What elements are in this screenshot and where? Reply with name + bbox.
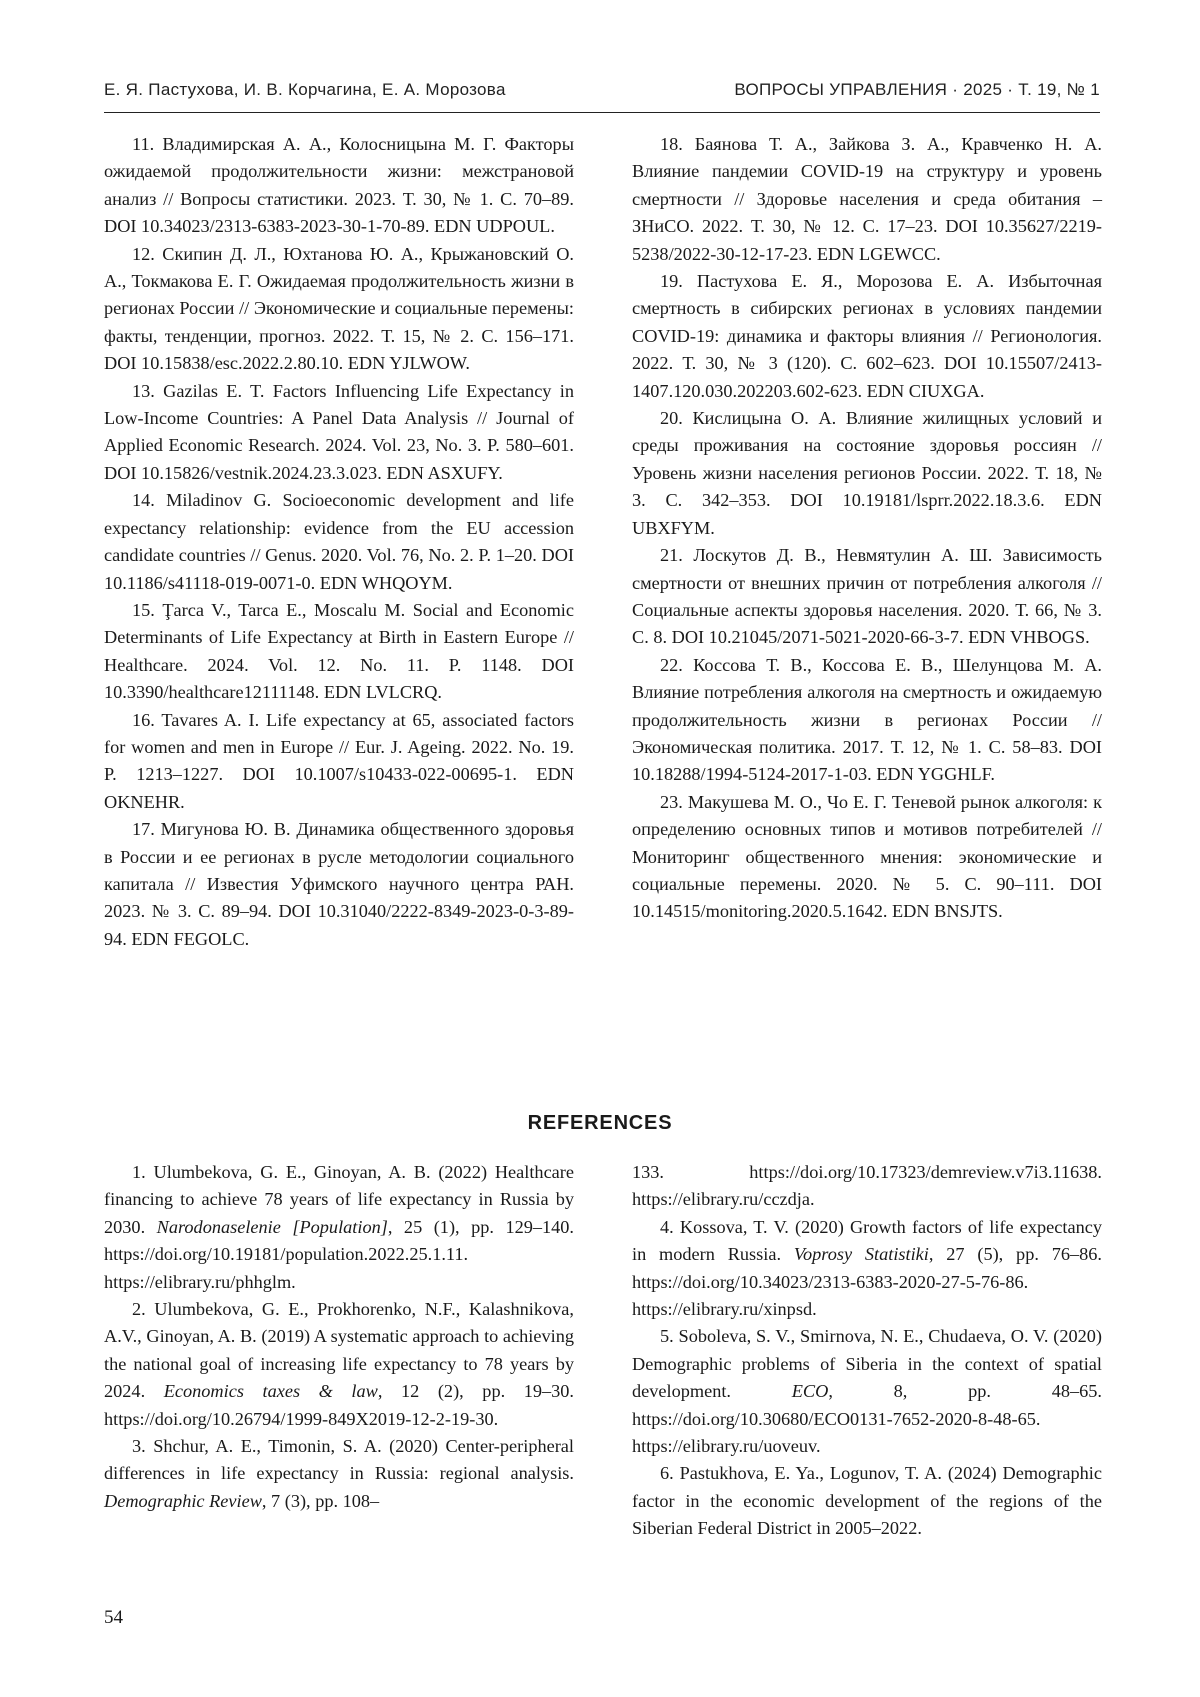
header-authors: Е. Я. Пастухова, И. В. Корчагина, Е. А. Морозова <box>104 80 506 100</box>
references-left-column <box>104 1159 574 1515</box>
english-reference-1: 1. Ulumbekova, G. E., Ginoyan, A. B. (2022) Healthcare financing to achieve 78 years of life expectancy in Russia by 2030. Narodonaselenie [Population], 25 (1), pp. 129–140. https://doi.org/10.19181/population.2022.25.1.11. https://elibrary.ru/phhglm. <box>104 1159 574 1296</box>
reference-20: 20. Кислицына О. А. Влияние жилищных условий и среды проживания на состояние здоровья россиян // Уровень жизни населения регионов России. 2022. Т. 18, № 3. С. 342–353. DOI 10.19181/lsprr.2022.18.3.6. EDN UBXFYM. <box>632 405 1102 542</box>
english-reference-4: 4. Kossova, T. V. (2020) Growth factors of life expectancy in modern Russia. Voprosy Statistiki, 27 (5), pp. 76–86. https://doi.org/10.34023/2313-6383-2020-27-5-76-86. https://elibrary.ru/xinpsd. <box>632 1214 1102 1324</box>
references-heading: REFERENCES <box>0 1112 1200 1135</box>
header-divider <box>104 112 1100 113</box>
header-journal: ВОПРОСЫ УПРАВЛЕНИЯ · 2025 · Т. 19, № 1 <box>734 80 1100 100</box>
reference-22: 22. Коссова Т. В., Коссова Е. В., Шелунцова М. А. Влияние потребления алкоголя на смертность и ожидаемую продолжительность жизни в регионах России // Экономическая политика. 2017. Т. 12, № 1. С. 58–83. DOI 10.18288/1994-5124-2017-1-03. EDN YGGHLF. <box>632 652 1102 789</box>
reference-16: 16. Tavares A. I. Life expectancy at 65, associated factors for women and men in Europe // Eur. J. Ageing. 2022. No. 19. P. 1213–1227. DOI 10.1007/s10433-022-00695-1. EDN OKNEHR. <box>104 707 574 817</box>
reference-17: 17. Мигунова Ю. В. Динамика общественного здоровья в России и ее регионах в русле методологии социального капитала // Известия Уфимского научного центра РАН. 2023. № 3. С. 89–94. DOI 10.31040/2222-8349-2023-0-3-89-94. EDN FEGOLC. <box>104 816 574 953</box>
reference-12: 12. Скипин Д. Л., Юхтанова Ю. А., Крыжановский О. А., Токмакова Е. Г. Ожидаемая продолжительность жизни в регионах России // Экономические и социальные перемены: факты, тенденции, прогноз. 2022. Т. 15, № 2. С. 156–171. DOI 10.15838/esc.2022.2.80.10. EDN YJLWOW. <box>104 241 574 378</box>
running-header <box>104 80 1100 108</box>
reference-11: 11. Владимирская А. А., Колосницына М. Г. Факторы ожидаемой продолжительности жизни: межстрановой анализ // Вопросы статистики. 2023. Т. 30, № 1. С. 70–89. DOI 10.34023/2313-6383-2023-30-1-70-89. EDN UDPOUL. <box>104 131 574 241</box>
reference-18: 18. Баянова Т. А., Зайкова З. А., Кравченко Н. А. Влияние пандемии COVID-19 на структуру и уровень смертности // Здоровье населения и среда обитания – ЗНиСО. 2022. Т. 30, № 12. С. 17–23. DOI 10.35627/2219-5238/2022-30-12-17-23. EDN LGEWCC. <box>632 131 1102 268</box>
english-reference-5: 5. Soboleva, S. V., Smirnova, N. E., Chudaeva, O. V. (2020) Demographic problems of Siberia in the context of spatial development. ECO, 8, pp. 48–65. https://doi.org/10.30680/ECO0131-7652-2020-8-48-65. https://elibrary.ru/uoveuv. <box>632 1323 1102 1460</box>
reference-14: 14. Miladinov G. Socioeconomic development and life expectancy relationship: evidence from the EU accession candidate countries // Genus. 2020. Vol. 76, No. 2. P. 1–20. DOI 10.1186/s41118-019-0071-0. EDN WHQOYM. <box>104 487 574 597</box>
reference-19: 19. Пастухова Е. Я., Морозова Е. А. Избыточная смертность в сибирских регионах в условиях пандемии COVID-19: динамика и факторы влияния // Регионология. 2022. Т. 30, № 3 (120). С. 602–623. DOI 10.15507/2413-1407.120.030.202203.602-623. EDN CIUXGA. <box>632 268 1102 405</box>
journal-title: Economics taxes & law <box>164 1381 378 1401</box>
bibliography-left-column <box>104 131 574 953</box>
journal-title: ECO <box>792 1381 829 1401</box>
journal-title: Narodonaselenie [Population] <box>157 1217 388 1237</box>
english-reference-3: 3. Shchur, A. E., Timonin, S. A. (2020) Center-peripheral differences in life expectancy in Russia: regional analysis. Demographic Review, 7 (3), pp. 108– <box>104 1433 574 1515</box>
reference-23: 23. Макушева М. О., Чо Е. Г. Теневой рынок алкоголя: к определению основных типов и мотивов потребителей // Мониторинг общественного мнения: экономические и социальные перемены. 2020. № 5. С. 90–111. DOI 10.14515/monitoring.2020.5.1642. EDN BNSJTS. <box>632 789 1102 926</box>
bibliography-right-column <box>632 131 1102 926</box>
journal-title: Demographic Review <box>104 1491 262 1511</box>
reference-15: 15. Ţarca V., Tarca E., Moscalu M. Social and Economic Determinants of Life Expectancy at Birth in Eastern Europe // Healthcare. 2024. Vol. 12. No. 11. P. 1148. DOI 10.3390/healthcare12111148. EDN LVLCRQ. <box>104 597 574 707</box>
english-reference-2: 2. Ulumbekova, G. E., Prokhorenko, N.F., Kalashnikova, A.V., Ginoyan, A. B. (2019) A systematic approach to achieving the national goal of increasing life expectancy to 78 years by 2024. Economics taxes & law, 12 (2), pp. 19–30. https://doi.org/10.26794/1999-849X2019-12-2-19-30. <box>104 1296 574 1433</box>
reference-21: 21. Лоскутов Д. В., Невмятулин А. Ш. Зависимость смертности от внешних причин от потребления алкоголя // Социальные аспекты здоровья населения. 2020. Т. 66, № 3. С. 8. DOI 10.21045/2071-5021-2020-66-3-7. EDN VHBOGS. <box>632 542 1102 652</box>
english-reference-3-continued: 133. https://doi.org/10.17323/demreview.v7i3.11638. https://elibrary.ru/cczdja. <box>632 1159 1102 1214</box>
journal-title: Voprosy Statistiki <box>794 1244 929 1264</box>
english-reference-6: 6. Pastukhova, E. Ya., Logunov, T. A. (2024) Demographic factor in the economic development of the regions of the Siberian Federal District in 2005–2022. <box>632 1460 1102 1542</box>
reference-13: 13. Gazilas E. T. Factors Influencing Life Expectancy in Low-Income Countries: A Panel Data Analysis // Journal of Applied Economic Research. 2024. Vol. 23, No. 3. P. 580–601. DOI 10.15826/vestnik.2024.23.3.023. EDN ASXUFY. <box>104 378 574 488</box>
page-number: 54 <box>104 1607 123 1629</box>
references-right-column <box>632 1159 1102 1543</box>
